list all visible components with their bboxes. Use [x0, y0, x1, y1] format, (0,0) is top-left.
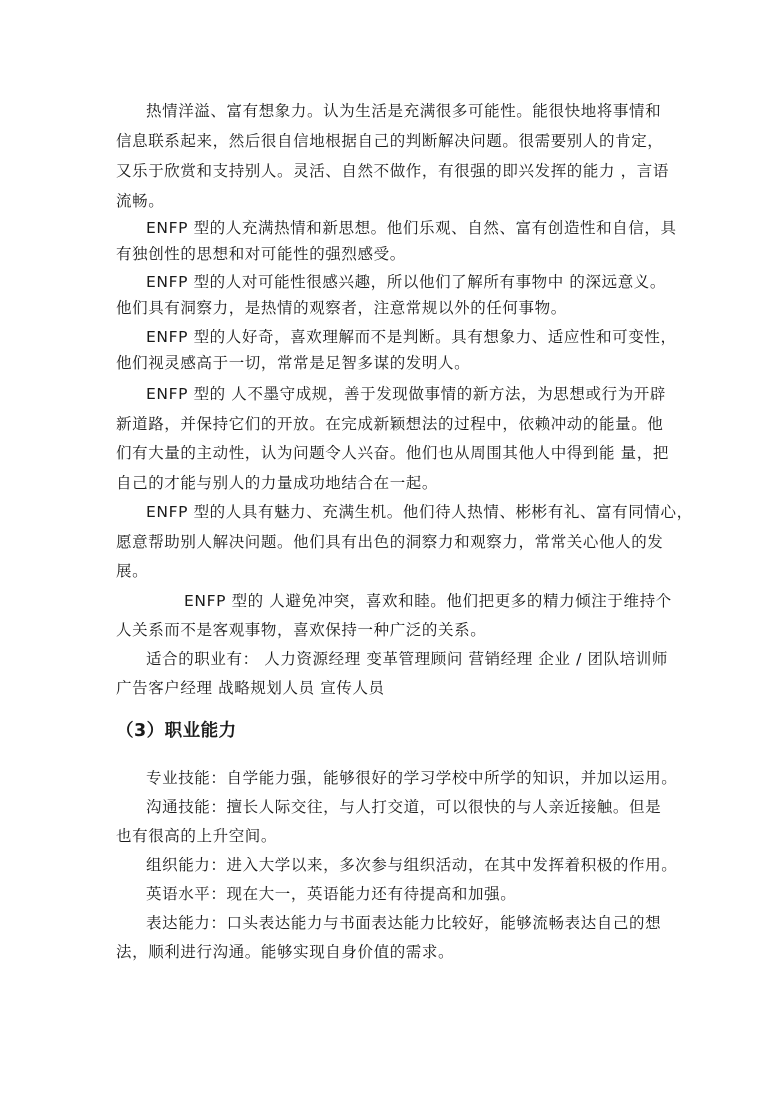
paragraph-7-line-2: 人关系而不是客观事物，喜欢保持一种广泛的关系。	[116, 621, 487, 639]
paragraph-5-line-2: 新道路，并保持它们的开放。在完成新颖想法的过程中，依赖冲动的能量。他	[116, 415, 664, 433]
ability-expression-line-1: 表达能力：口头表达能力与书面表达能力比较好，能够流畅表达自己的想	[146, 914, 662, 932]
paragraph-2-line-1: ENFP 型的人充满热情和新思想。他们乐观、自然、富有创造性和自信，具	[146, 219, 677, 237]
paragraph-7-line-1: ENFP 型的 人避免冲突，喜欢和睦。他们把更多的精力倾注于维持个	[184, 592, 672, 610]
paragraph-4-line-1: ENFP 型的人好奇，喜欢理解而不是判断。具有想象力、适应性和可变性，	[146, 328, 677, 346]
ability-professional: 专业技能：自学能力强，能够很好的学习学校中所学的知识，并加以运用。	[146, 769, 678, 787]
paragraph-5-line-1: ENFP 型的 人不墨守成规，善于发现做事情的新方法，为思想或行为开辟	[146, 385, 667, 403]
paragraph-1-line-1: 热情洋溢、富有想象力。认为生活是充满很多可能性。能很快地将事情和	[146, 102, 662, 120]
section-heading: （3）职业能力	[116, 721, 237, 741]
paragraph-6-line-1: ENFP 型的人具有魅力、充满生机。他们待人热情、彬彬有礼、富有同情心，	[146, 503, 693, 521]
paragraph-1-line-4: 流畅。	[116, 192, 165, 210]
ability-expression-line-2: 法，顺利进行沟通。能够实现自身价值的需求。	[116, 943, 455, 961]
ability-communication-line-1: 沟通技能：擅长人际交往，与人打交道，可以很快的与人亲近接触。但是	[146, 798, 662, 816]
paragraph-5-line-4: 自己的才能与别人的力量成功地结合在一起。	[116, 474, 439, 492]
paragraph-5-line-3: 们有大量的主动性，认为问题令人兴奋。他们也从周围其他人中得到能 量，把	[116, 444, 669, 462]
paragraph-4-line-2: 他们视灵感高于一切，常常是足智多谋的发明人。	[116, 354, 471, 372]
paragraph-1-line-3: 又乐于欣赏和支持别人。灵活、自然不做作，有很强的即兴发挥的能力 ，言语	[116, 162, 669, 180]
paragraph-2-line-2: 有独创性的思想和对可能性的强烈感受。	[116, 245, 406, 263]
ability-organization: 组织能力：进入大学以来，多次参与组织活动，在其中发挥着积极的作用。	[146, 856, 678, 874]
ability-english: 英语水平：现在大一，英语能力还有待提高和加强。	[146, 885, 517, 903]
careers-line-2: 广告客户经理 战略规划人员 宣传人员	[116, 679, 385, 697]
ability-communication-line-2: 也有很高的上升空间。	[116, 827, 278, 845]
paragraph-6-line-2: 愿意帮助别人解决问题。他们具有出色的洞察力和观察力，常常关心他人的发	[116, 533, 664, 551]
paragraph-6-line-3: 展。	[116, 562, 149, 580]
careers-line-1: 适合的职业有： 人力资源经理 变革管理顾问 营销经理 企业 / 团队培训师	[146, 650, 668, 668]
paragraph-3-line-1: ENFP 型的人对可能性很感兴趣，所以他们了解所有事物中 的深远意义。	[146, 273, 667, 291]
paragraph-1-line-2: 信息联系起来，然后很自信地根据自己的判断解决问题。很需要别人的肯定，	[116, 132, 664, 150]
paragraph-3-line-2: 他们具有洞察力，是热情的观察者，注意常规以外的任何事物。	[116, 299, 567, 317]
